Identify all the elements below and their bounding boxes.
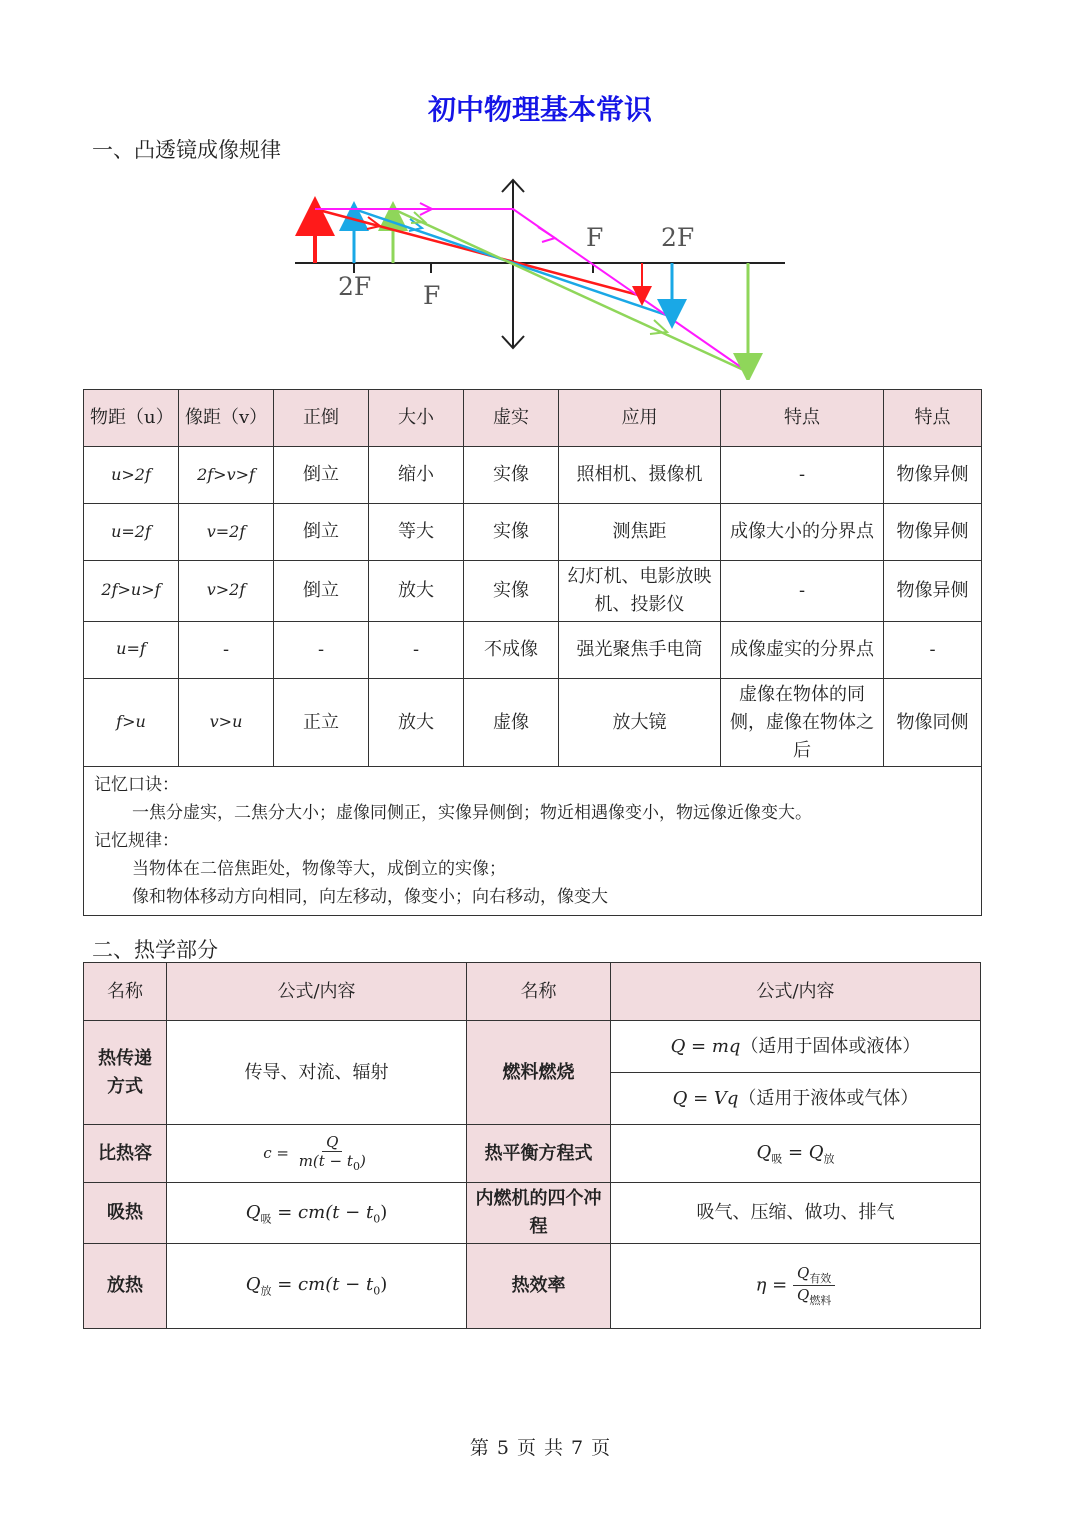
cell-feature-side: 物像异侧 — [884, 447, 982, 504]
footer-text: 第 — [469, 1437, 489, 1459]
cell-feature-side: - — [884, 621, 982, 678]
cell-size: - — [369, 621, 464, 678]
label-f-left: F — [423, 281, 441, 310]
name-heat-release: 放热 — [84, 1243, 167, 1328]
cell-object-distance: u=f — [84, 621, 179, 678]
denominator-close: ) — [359, 1152, 366, 1171]
header-cell: 大小 — [369, 390, 464, 447]
cell-orientation: 倒立 — [274, 504, 369, 561]
section-heading-lens: 一、凸透镜成像规律 — [92, 138, 281, 162]
cell-orientation: 正立 — [274, 678, 369, 767]
cell-application: 强光聚焦手电筒 — [559, 621, 721, 678]
cell-real-virtual: 实像 — [464, 504, 559, 561]
cell-feature-side: 物像同侧 — [884, 678, 982, 767]
cell-feature: - — [721, 447, 884, 504]
name-heat-balance: 热平衡方程式 — [467, 1125, 611, 1183]
formula-note: （适用于液体或气体） — [738, 1087, 919, 1109]
name-specific-heat: 比热容 — [84, 1125, 167, 1183]
formula-heat-balance — [611, 1125, 981, 1183]
memo-title-2: 记忆规律： — [94, 831, 179, 852]
memo-line-2: 当物体在二倍焦距处，物像等大，成倒立的实像； — [132, 859, 506, 880]
section-heading-heat: 二、热学部分 — [92, 938, 218, 962]
footer-text: 页 — [591, 1437, 611, 1459]
label-f-right: F — [586, 223, 604, 252]
cell-real-virtual: 实像 — [464, 447, 559, 504]
cell-object-distance: u=2f — [84, 504, 179, 561]
formula-note: （适用于固体或液体） — [740, 1035, 921, 1057]
cell-orientation: 倒立 — [274, 561, 369, 622]
q-symbol: Q — [245, 1201, 261, 1223]
cell-application: 放大镜 — [559, 678, 721, 767]
memo-line-1: 一焦分虚实，二焦分大小；虚像同侧正，实像异侧倒；物近相遇像变小，物远像近像变大。 — [132, 803, 812, 824]
cell-real-virtual: 不成像 — [464, 621, 559, 678]
formula-expr: Q = Vq — [672, 1087, 739, 1109]
table-row — [84, 1243, 981, 1328]
fraction-denominator — [793, 1286, 835, 1307]
cell-image-distance: v>u — [179, 678, 274, 767]
q-symbol: Q — [756, 1142, 772, 1164]
cell-feature: 成像大小的分界点 — [721, 504, 884, 561]
formula-close: ) — [380, 1274, 388, 1296]
total-page-number: 7 — [571, 1437, 584, 1459]
num-sub: 有效 — [809, 1272, 832, 1286]
header-cell: 应用 — [559, 390, 721, 447]
table-row — [84, 678, 982, 767]
cell-size: 放大 — [369, 678, 464, 767]
cell-application: 幻灯机、电影放映机、投影仪 — [559, 561, 721, 622]
cell-feature-side: 物像异侧 — [884, 561, 982, 622]
memo-row — [84, 767, 982, 916]
cell-real-virtual: 实像 — [464, 561, 559, 622]
formula-rest: = cm(t − t — [271, 1274, 374, 1296]
formula-lhs: c = — [263, 1144, 289, 1163]
name-thermal-efficiency: 热效率 — [467, 1243, 611, 1328]
formula-close: ) — [380, 1201, 388, 1223]
memo-cell — [84, 767, 982, 916]
formula-expr: Q = mq — [670, 1035, 741, 1057]
equals: = — [782, 1142, 809, 1164]
den-sub: 燃料 — [809, 1294, 832, 1308]
formula-fuel-vq — [611, 1073, 981, 1125]
page-title: 初中物理基本常识 — [427, 93, 652, 126]
lens-imaging-table — [83, 389, 982, 916]
table-row — [84, 561, 982, 622]
cell-size: 缩小 — [369, 447, 464, 504]
den-q: Q — [797, 1286, 810, 1305]
name-engine-strokes: 内燃机的四个冲程 — [467, 1183, 611, 1244]
cell-real-virtual: 虚像 — [464, 678, 559, 767]
name-heat-absorb: 吸热 — [84, 1183, 167, 1244]
q-sub: 吸 — [260, 1212, 272, 1226]
table-row — [84, 447, 982, 504]
cell-image-distance: v=2f — [179, 504, 274, 561]
header-cell: 特点 — [884, 390, 982, 447]
header-cell: 公式/内容 — [611, 963, 981, 1021]
ray-green-center — [393, 209, 748, 372]
content-engine-strokes: 吸气、压缩、做功、排气 — [611, 1183, 981, 1244]
cell-image-distance: - — [179, 621, 274, 678]
formula-heat-release — [167, 1243, 467, 1328]
cell-feature-side: 物像异侧 — [884, 504, 982, 561]
cell-orientation: - — [274, 621, 369, 678]
header-cell: 物距（u） — [84, 390, 179, 447]
formula-specific-heat — [167, 1125, 467, 1183]
num-q: Q — [797, 1264, 810, 1283]
q-symbol: Q — [808, 1142, 824, 1164]
denominator-sub: 0 — [352, 1160, 360, 1174]
formula-fuel-mq — [611, 1021, 981, 1073]
header-cell: 像距（v） — [179, 390, 274, 447]
header-cell: 虚实 — [464, 390, 559, 447]
q-symbol: Q — [245, 1274, 261, 1296]
table-row — [84, 504, 982, 561]
t-sub: 0 — [373, 1285, 381, 1299]
fraction-numerator — [793, 1264, 835, 1286]
t-sub: 0 — [373, 1212, 381, 1226]
cell-feature: 虚像在物体的同侧，虚像在物体之后 — [721, 678, 884, 767]
cell-orientation: 倒立 — [274, 447, 369, 504]
cell-image-distance: v>2f — [179, 561, 274, 622]
cell-object-distance: 2f>u>f — [84, 561, 179, 622]
cell-image-distance: 2f>v>f — [179, 447, 274, 504]
name-fuel-combustion: 燃料燃烧 — [467, 1021, 611, 1125]
cell-feature: - — [721, 561, 884, 622]
cell-object-distance: f>u — [84, 678, 179, 767]
header-cell: 正倒 — [274, 390, 369, 447]
table-row — [84, 621, 982, 678]
header-cell: 名称 — [84, 963, 167, 1021]
footer-text: 页 — [516, 1437, 536, 1459]
table-header-row — [84, 963, 981, 1021]
table-row — [84, 1183, 981, 1244]
fraction — [295, 1133, 370, 1173]
cell-object-distance: u>2f — [84, 447, 179, 504]
header-cell: 名称 — [467, 963, 611, 1021]
cell-size: 放大 — [369, 561, 464, 622]
fraction-denominator — [295, 1152, 370, 1173]
table-row — [84, 1021, 981, 1073]
cell-feature: 成像虚实的分界点 — [721, 621, 884, 678]
header-cell: 公式/内容 — [167, 963, 467, 1021]
formula-rest: = cm(t − t — [271, 1201, 374, 1223]
memo-line-3: 像和物体移动方向相同，向左移动，像变小；向右移动，像变大 — [132, 887, 608, 908]
fraction-numerator: Q — [322, 1133, 342, 1152]
cell-size: 等大 — [369, 504, 464, 561]
content-heat-transfer: 传导、对流、辐射 — [167, 1021, 467, 1125]
fraction — [793, 1264, 835, 1307]
header-cell: 特点 — [721, 390, 884, 447]
formula-heat-absorb — [167, 1183, 467, 1244]
label-2f-right: 2F — [661, 223, 695, 252]
q-sub: 放 — [260, 1285, 272, 1299]
name-heat-transfer: 热传递方式 — [84, 1021, 167, 1125]
denominator-text: m(t − t — [298, 1152, 353, 1171]
q-sub-release: 放 — [823, 1152, 835, 1166]
heat-table — [83, 962, 981, 1329]
table-row — [84, 1125, 981, 1183]
cell-application: 测焦距 — [559, 504, 721, 561]
memo-title-1: 记忆口诀： — [94, 775, 179, 796]
page-footer — [0, 1433, 1080, 1460]
table-header-row — [84, 390, 982, 447]
footer-text: 共 — [544, 1437, 564, 1459]
current-page-number: 5 — [496, 1437, 509, 1459]
formula-thermal-efficiency — [611, 1243, 981, 1328]
q-sub-absorb: 吸 — [771, 1152, 783, 1166]
label-2f-left: 2F — [338, 272, 372, 301]
ray-magenta-arrow-2 — [538, 227, 555, 242]
convex-lens-diagram — [280, 172, 800, 380]
cell-application: 照相机、摄像机 — [559, 447, 721, 504]
eta-lhs: η = — [755, 1274, 788, 1296]
